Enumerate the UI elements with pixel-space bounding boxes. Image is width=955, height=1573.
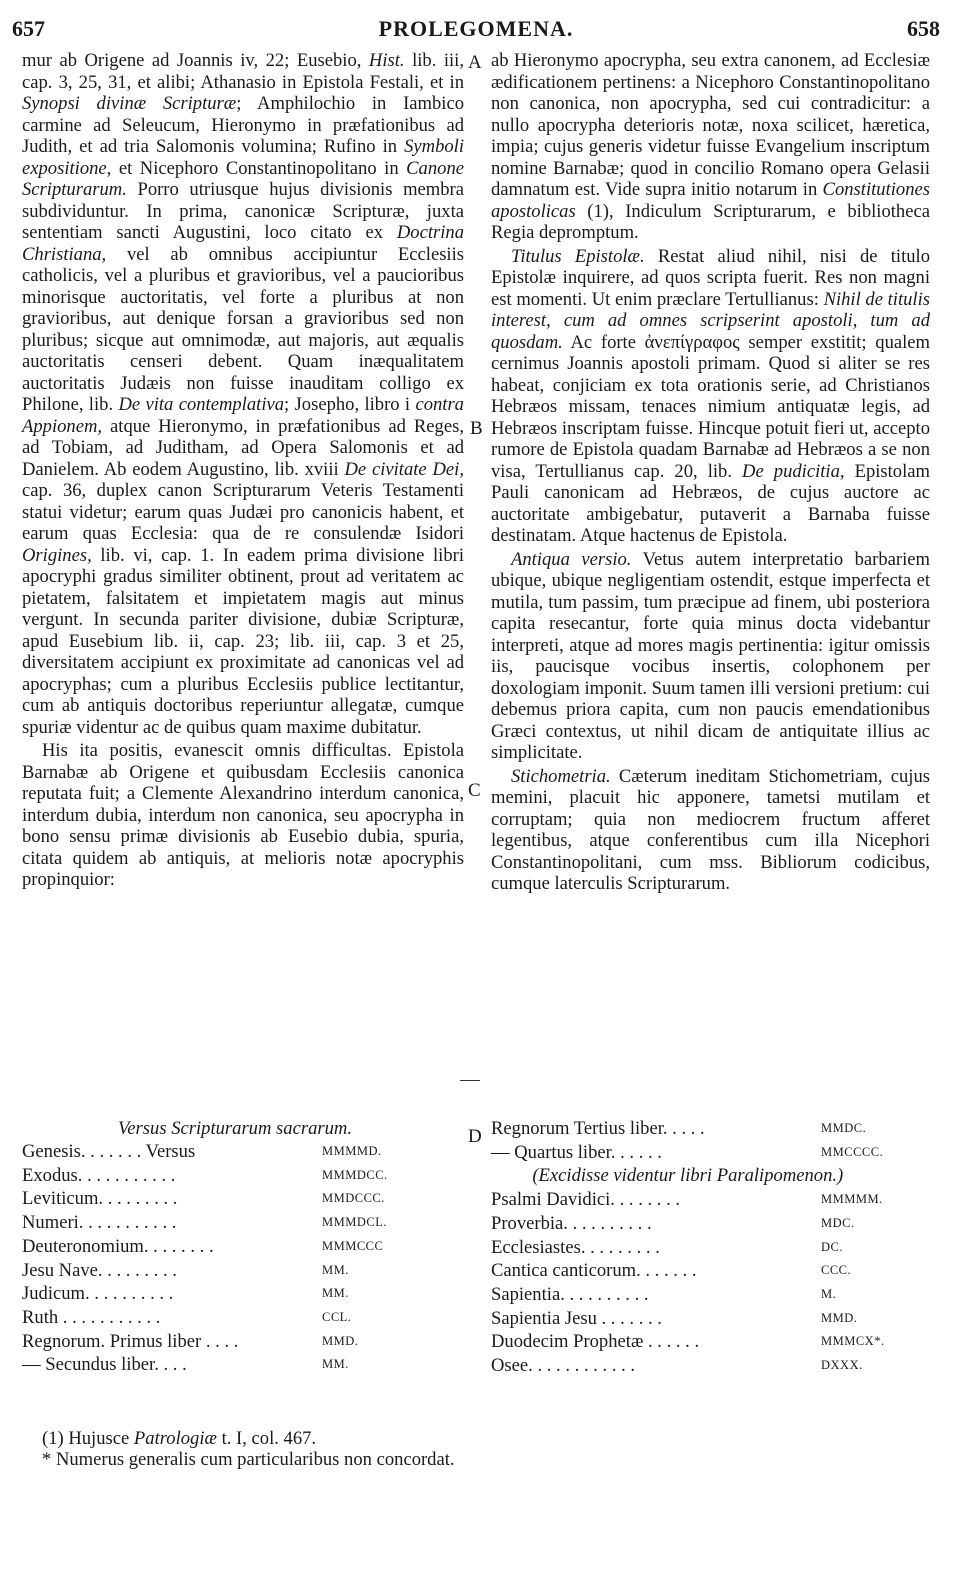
stichometry-table-right: [491, 1117, 885, 1378]
left-paragraph-1: mur ab Origene ad Joannis iv, 22; Eusebio, Hist. lib. iii, cap. 3, 25, 31, et alibi; Athanasio in Epistola Festali, et in Synopsi divinæ Scripturæ; Amphilochio in Iambico carmine ad Seleucum, Hieronymo in præfationibus ad Judith, et ad tria Salomonis volumina; Rufino in Symboli expositione, et Nicephoro Constantinopolitano in Canone Scripturarum. Porro utriusque hujus divisionis membra subdividuntur. In prima, canonicæ Scripturæ, juxta sententiam sancti Augustini, loco citato ex Doctrina Christiana, vel ab omnibus accipiuntur Ecclesiis catholicis, vel a pluribus et gravioribus, vel a paucioribus minorisque auctoritatis, vel forte a pluribus at non gravioribus, aut denique forsan a gravioribus sed non pluribus; sicque aut omnimodæ, aut majoris, aut æqualis auctoritatis censeri debent. Quam inæqualitatem auctoritatis Judæis non fuisse inauditam colligo ex Philone, lib. De vita contemplativa; Josepho, libro i contra Appionem, atque Hieronymo, in præfationibus ad Reges, ad Tobiam, ad Juditham, ad Opera Salomonis et ad Danielem. Ab eodem Augustino, lib. xviii De civitate Dei, cap. 36, duplex canon Scripturarum Veteris Testamenti statui videtur; earum quas Judæi pro canonicis habent, et earum quas Ecclesia: qua de re consulendæ Isidori Origines, lib. vi, cap. 1. In eadem prima divisione libri apocryphi gradus similiter obtinent, prout ad veritatem ac pietatem, falsitatem et impietatem magis aut minus vergunt. In secunda pariter divisione, dubiæ Scripturæ, apud Eusebium lib. ii, cap. 23; lib. iii, cap. 3 et 25, diversitatem accipiunt ex proximitate ad canonicas vel ad apocryphas; cum a pluribus Ecclesiis publice lectitantur, cum ab antiquis doctoribus reperiuntur allegatæ, cumque spuriæ videntur ac de quibus quam maxime dubitatur.: [22, 50, 464, 738]
stichometry-title: Versus Scripturarum sacrarum.: [118, 1118, 352, 1139]
right-column: [491, 50, 930, 895]
table-row: Duodecim Prophetæ . . . . . . MMMCX*.: [491, 1331, 885, 1353]
table-row: Cantica canticorum. . . . . . . CCC.: [491, 1260, 852, 1282]
footnote-1: (1) Hujusce Patrologiæ t. I, col. 467.: [42, 1428, 317, 1449]
table-row: — Quartus liber. . . . . . MMCCCC.: [491, 1141, 884, 1163]
footnote-2: * Numerus generalis cum particularibus non concordat.: [42, 1449, 455, 1470]
left-column: [22, 50, 464, 891]
table-row: Sapientia. . . . . . . . . . M.: [491, 1283, 837, 1305]
table-note-row: (Excidisse videntur libri Paralipomenon.): [532, 1165, 844, 1187]
margin-letter-b: B: [470, 418, 483, 439]
margin-letter-d: D: [468, 1126, 482, 1147]
table-row: — Secundus liber. . . . MM.: [22, 1354, 349, 1376]
table-row: Psalmi Davidici. . . . . . . . MMMMM.: [491, 1189, 883, 1211]
table-row: Osee. . . . . . . . . . . . DXXX.: [491, 1355, 863, 1377]
page-number-left: 657: [12, 16, 45, 41]
table-row: Judicum. . . . . . . . . . MM.: [22, 1283, 349, 1305]
stichometry-table-left: [22, 1140, 388, 1377]
page-number-right: 658: [907, 16, 940, 41]
footnotes: [42, 1428, 455, 1470]
table-row: Ruth . . . . . . . . . . . CCL.: [22, 1306, 352, 1328]
right-paragraph-1: ab Hieronymo apocrypha, seu extra canonem, ad Ecclesiæ ædificationem pertinens: a Nicephoro Constantinopolitano non canonica, non apocrypha, sed cui contradicitur: a nullo apocrypha deterioris notæ, noxa scilicet, hæretica, impia; cujus generis videtur fuisse Evangelium inscriptum nomine Barnabæ; quod in concilio Romano opera Gelasii damnatum est. Vide supra initio notarum in Constitutiones apostolicas (1), Indiculum Scripturarum, e bibliotheca Regia depromptum.: [491, 50, 930, 243]
left-paragraph-2: His ita positis, evanescit omnis difficultas. Epistola Barnabæ ab Origene et quibusdam Ecclesiis canonica reputata fuit; a Clemente Alexandrino interdum canonica, interdum dubia, interdum non canonica, seu apocrypha in bono sensu primæ divisionis ab Eusebio dubia, spuria, citata quidem ab antiquis, at melioris notæ apocryphis propinquior:: [22, 740, 464, 890]
table-row: Jesu Nave. . . . . . . . . MM.: [22, 1259, 349, 1281]
table-row: Ecclesiastes. . . . . . . . . DC.: [491, 1236, 843, 1258]
right-paragraph-versio: Antiqua versio. Vetus autem interpretatio barbariem ubique, ubique negligentiam ostendit, estque imperfecta et mutila, tum passim, tum præcipue ad finem, ubi posteriora capita resecantur, forte quia minus docta videbantur interpreti, atque ad mores magis pertinentia: igitur omissis iis, paucisque vocibus insertis, colophonem per doxologiam imponit. Suum tamen illi versioni pretium: cui debemus priora capita, cum non paucis emendationibus Græci contextus, ut nihil dicam de antiquitate illius ac simplicitate.: [491, 548, 930, 763]
table-row: Proverbia. . . . . . . . . . MDC.: [491, 1212, 855, 1234]
table-row: Sapientia Jesu . . . . . . . MMD.: [491, 1307, 858, 1329]
table-row: Regnorum. Primus liber . . . . MMD.: [22, 1330, 359, 1352]
running-header: [12, 16, 940, 46]
table-row: Regnorum Tertius liber. . . . . MMDC.: [491, 1118, 867, 1139]
table-row: Leviticum. . . . . . . . . MMDCCC.: [22, 1188, 385, 1210]
table-row: Exodus. . . . . . . . . . . MMMDCC.: [22, 1164, 388, 1186]
margin-letter-a: A: [468, 52, 482, 73]
running-title: PROLEGOMENA.: [378, 16, 574, 41]
right-paragraph-title: Titulus Epistolæ. Restat aliud nihil, nisi de titulo Epistolæ inquirere, ad quos scripta fuerit. Res non magni est momenti. Ut enim præclare Tertullianus: Nihil de titulis interest, cum ad omnes scripserint apostoli, tum ad quosdam. Ac forte ἀνεπίγραφος semper exstitit; qualem cernimus Joannis apostoli primam. Quod si aliter se res habeat, conjiciam ex tota orationis serie, ad Christianos Hebræos missam, tenaces nimium antiquatæ legis, ad Hebræos inscriptam fuisse. Hincque potuit fieri ut, accepto rumore de Epistola quadam Barnabæ ad Hebræos a se non visa, Tertullianus cap. 20, lib. De pudicitia, Epistolam Pauli canonicam ad Hebræos, de cujus auctore ac auctoritate ambigebatur, putaverit a Barnaba fuisse destinatam. Atque hactenus de Epistola.: [491, 245, 930, 546]
table-row: Deuteronomium. . . . . . . . MMMCCC: [22, 1235, 384, 1257]
table-row: Genesis. . . . . . . Versus MMMMD.: [22, 1141, 382, 1162]
margin-letter-c: C: [468, 780, 481, 801]
table-row: Numeri. . . . . . . . . . . MMMDCL.: [22, 1212, 387, 1234]
section-divider: [460, 1080, 480, 1081]
right-paragraph-stichometria: Stichometria. Cæterum ineditam Stichometriam, cujus memini, placuit hic apponere, tametsi mutilam et corruptam; quia non mediocrem fructum afferet legentibus, atque conferentibus cum illa Nicephori Constantinopolitani, cum mss. Bibliorum codicibus, cumque laterculis Scripturarum.: [491, 765, 930, 894]
